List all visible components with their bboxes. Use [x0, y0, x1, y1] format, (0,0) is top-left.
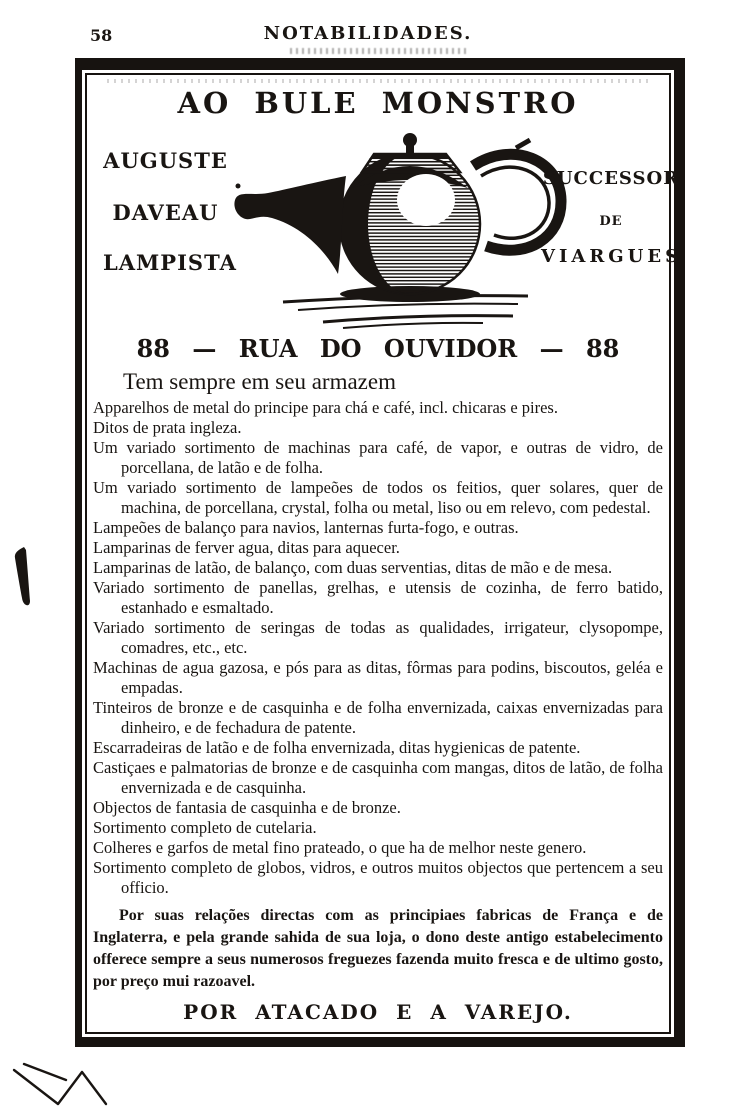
catalog-item: Um variado sortimento de lampeões de todos os feitios, quer solares, quer de machina, de porcellana, crystal, folha ou metal, liso ou em relevo, com pedestal. [93, 478, 663, 517]
proprietor-last-name: DAVEAU [112, 200, 219, 225]
catalog-item: Objectos de fantasia de casquinha e de bronze. [93, 798, 401, 817]
journal-title: NOTABILIDADES. [263, 23, 473, 44]
catalog-item: Apparelhos de metal do principe para chá e café, incl. chicaras e pires. [93, 398, 558, 417]
catalog-item: Machinas de agua gazosa, e pós para as ditas, fôrmas para podins, biscoutos, geléa e empadas. [93, 658, 663, 697]
catalog-item: Um variado sortimento de machinas para café, de vapor, e outras de vidro, de porcellana, de latão e de folha. [93, 438, 663, 477]
catalog-item: Variado sortimento de seringas de todas as qualidades, irrigateur, clysopompe, comadres, etc., etc. [93, 618, 663, 657]
catalog-item: Sortimento completo de globos, vidros, e outros muitos objectos que pertencem a seu officio. [93, 858, 663, 897]
advertisement-inner-border [85, 73, 683, 1034]
proprietor-first-name: AUGUSTE [103, 148, 228, 173]
catalog-subheading: Tem sempre em seu armazem [123, 369, 396, 394]
handwritten-scribble [10, 1058, 130, 1108]
catalog-item: Sortimento completo de cutelaria. [93, 818, 317, 837]
proprietor-trade: LAMPISTA [103, 250, 237, 275]
print-smudge [107, 79, 649, 83]
shop-address: 88 — RUA DO OUVIDOR — 88 [136, 334, 620, 363]
closing-paragraph: Por suas relações directas com as principiaes fabricas de França e de Inglaterra, e pela grande sahida de sua loja, o dono deste antigo estabelecimento offerece sempre a seus numerosos freguezes fazenda muito fresca e de ultimo gosto, por preço mui razoavel. [93, 907, 663, 990]
catalog-item: Variado sortimento de panellas, grelhas, e utensis de cozinha, de ferro batido, estanhado e esmaltado. [93, 578, 663, 617]
advertisement-frame [75, 58, 685, 1047]
catalog-item: Lamparinas de ferver agua, ditas para aquecer. [93, 538, 400, 557]
successor-name: VIARGUES [541, 246, 683, 267]
catalog-item: Lampeões de balanço para navios, lanternas furta-fogo, e outras. [93, 518, 519, 537]
successor-de: DE [599, 214, 623, 229]
ink-smudge [290, 48, 470, 54]
catalog-list [93, 398, 663, 898]
wholesale-retail-line: POR ATACADO E A VAREJO. [183, 1000, 573, 1024]
catalog-item: Tinteiros de bronze e de casquinha e de folha envernizada, caixas envernizadas para dinheiro, e de fechadura de patente. [93, 698, 663, 737]
ad-headline: AO BULE MONSTRO [177, 86, 579, 120]
catalog-item: Castiçaes e palmatorias de bronze e de casquinha com mangas, ditos de latão, de folha envernizada e de casquinha. [93, 758, 663, 797]
ink-blot-mark [6, 544, 36, 612]
catalog-item: Escarradeiras de latão e de folha envernizada, ditas hygienicas de patente. [93, 738, 581, 757]
catalog-item: Ditos de prata ingleza. [93, 418, 242, 437]
teapot-illustration [228, 126, 568, 331]
catalog-item: Lamparinas de latão, de balanço, com duas serventias, ditas de mão e de mesa. [93, 558, 613, 577]
catalog-item: Colheres e garfos de metal fino prateado, o que ha de melhor neste genero. [93, 838, 587, 857]
page-number: 58 [90, 26, 113, 45]
illustration-row [93, 120, 683, 332]
successor-label: SUCCESSOR [542, 168, 680, 189]
